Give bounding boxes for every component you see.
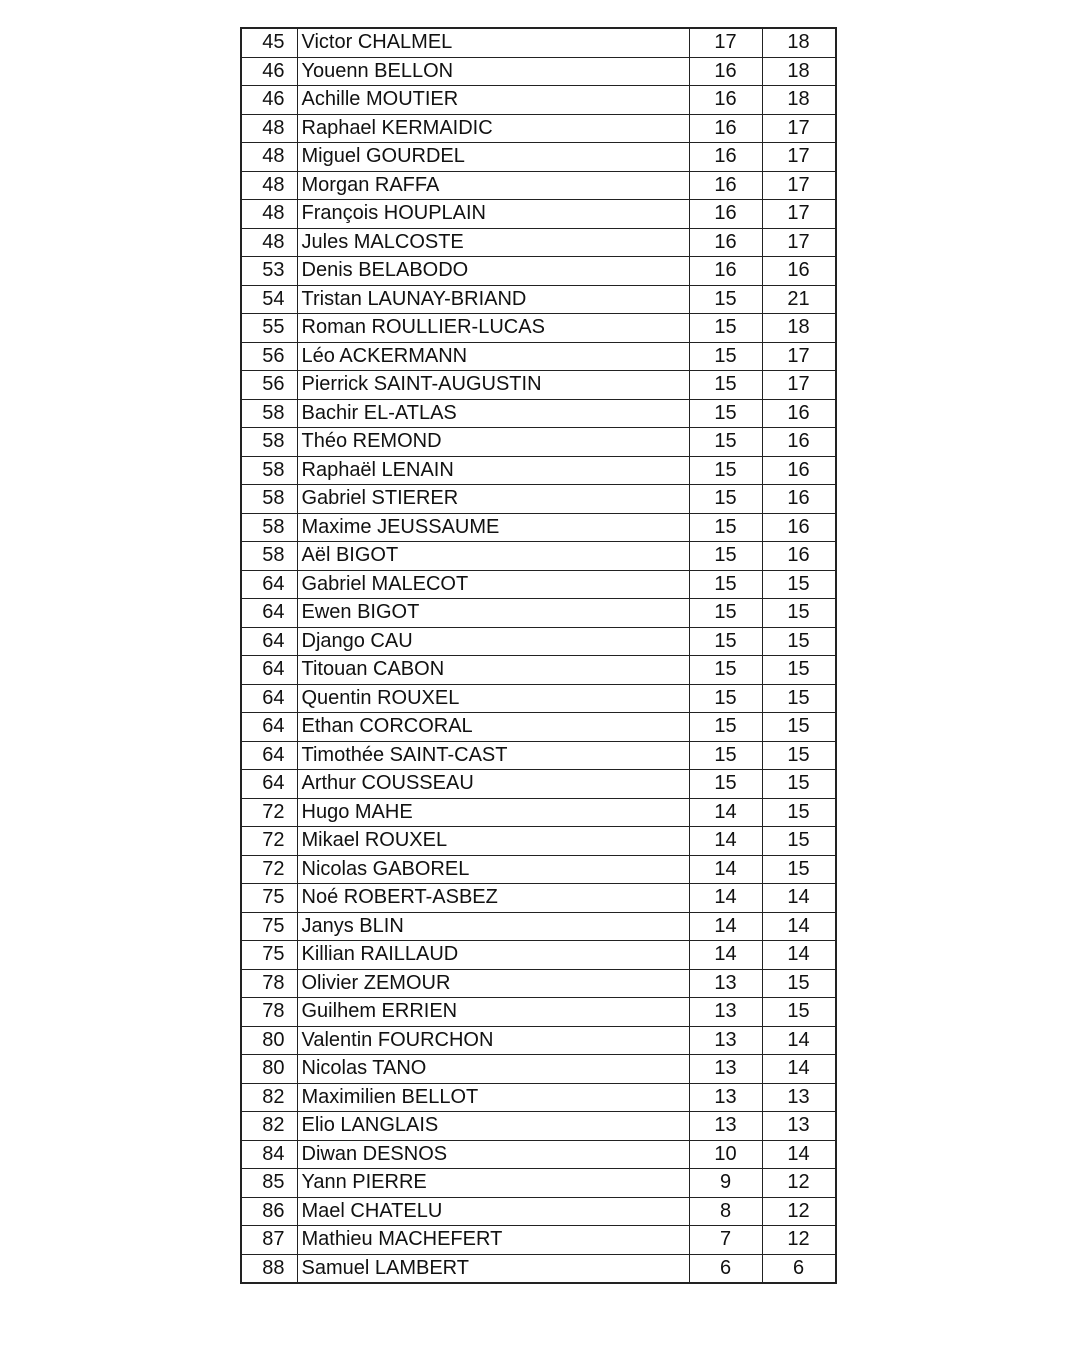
name-cell: Guilhem ERRIEN <box>297 998 689 1027</box>
name-cell: Bachir EL-ATLAS <box>297 399 689 428</box>
rank-cell: 46 <box>241 86 297 115</box>
score-2-cell: 14 <box>762 941 836 970</box>
rank-cell: 64 <box>241 684 297 713</box>
name-cell: Maximilien BELLOT <box>297 1083 689 1112</box>
table-row <box>241 1055 836 1084</box>
score-1-cell: 15 <box>689 314 762 343</box>
rank-cell: 75 <box>241 941 297 970</box>
table-row <box>241 599 836 628</box>
name-cell: Raphaël LENAIN <box>297 456 689 485</box>
rank-cell: 64 <box>241 713 297 742</box>
score-2-cell: 12 <box>762 1169 836 1198</box>
score-2-cell: 15 <box>762 998 836 1027</box>
rank-cell: 64 <box>241 770 297 799</box>
table-row <box>241 342 836 371</box>
table-row <box>241 1026 836 1055</box>
score-2-cell: 16 <box>762 257 836 286</box>
results-table-body <box>241 28 836 1283</box>
score-2-cell: 15 <box>762 684 836 713</box>
score-2-cell: 13 <box>762 1083 836 1112</box>
name-cell: Mathieu MACHEFERT <box>297 1226 689 1255</box>
name-cell: Janys BLIN <box>297 912 689 941</box>
score-1-cell: 15 <box>689 342 762 371</box>
score-2-cell: 17 <box>762 171 836 200</box>
rank-cell: 48 <box>241 228 297 257</box>
score-2-cell: 16 <box>762 542 836 571</box>
score-2-cell: 18 <box>762 86 836 115</box>
table-row <box>241 456 836 485</box>
score-1-cell: 15 <box>689 485 762 514</box>
rank-cell: 64 <box>241 599 297 628</box>
table-row <box>241 371 836 400</box>
rank-cell: 80 <box>241 1055 297 1084</box>
rank-cell: 85 <box>241 1169 297 1198</box>
table-row <box>241 314 836 343</box>
score-1-cell: 15 <box>689 456 762 485</box>
table-row <box>241 86 836 115</box>
rank-cell: 48 <box>241 171 297 200</box>
score-2-cell: 14 <box>762 1026 836 1055</box>
name-cell: Samuel LAMBERT <box>297 1254 689 1283</box>
rank-cell: 64 <box>241 627 297 656</box>
table-row <box>241 1083 836 1112</box>
score-1-cell: 15 <box>689 371 762 400</box>
name-cell: Nicolas TANO <box>297 1055 689 1084</box>
score-1-cell: 15 <box>689 399 762 428</box>
name-cell: Django CAU <box>297 627 689 656</box>
name-cell: Diwan DESNOS <box>297 1140 689 1169</box>
table-row <box>241 998 836 1027</box>
name-cell: Théo REMOND <box>297 428 689 457</box>
table-row <box>241 1254 836 1283</box>
name-cell: Yann PIERRE <box>297 1169 689 1198</box>
score-2-cell: 12 <box>762 1226 836 1255</box>
rank-cell: 45 <box>241 28 297 57</box>
name-cell: Elio LANGLAIS <box>297 1112 689 1141</box>
table-row <box>241 798 836 827</box>
rank-cell: 82 <box>241 1112 297 1141</box>
table-row <box>241 1140 836 1169</box>
score-2-cell: 14 <box>762 1055 836 1084</box>
rank-cell: 58 <box>241 542 297 571</box>
name-cell: Ethan CORCORAL <box>297 713 689 742</box>
table-row <box>241 884 836 913</box>
name-cell: Gabriel MALECOT <box>297 570 689 599</box>
score-1-cell: 15 <box>689 684 762 713</box>
score-1-cell: 6 <box>689 1254 762 1283</box>
score-1-cell: 13 <box>689 998 762 1027</box>
name-cell: Miguel GOURDEL <box>297 143 689 172</box>
score-1-cell: 15 <box>689 428 762 457</box>
name-cell: Gabriel STIERER <box>297 485 689 514</box>
table-row <box>241 570 836 599</box>
score-1-cell: 16 <box>689 114 762 143</box>
table-row <box>241 143 836 172</box>
name-cell: François HOUPLAIN <box>297 200 689 229</box>
name-cell: Roman ROULLIER-LUCAS <box>297 314 689 343</box>
name-cell: Léo ACKERMANN <box>297 342 689 371</box>
rank-cell: 64 <box>241 656 297 685</box>
score-2-cell: 16 <box>762 428 836 457</box>
name-cell: Achille MOUTIER <box>297 86 689 115</box>
score-2-cell: 15 <box>762 713 836 742</box>
score-1-cell: 15 <box>689 627 762 656</box>
table-row <box>241 542 836 571</box>
name-cell: Pierrick SAINT-AUGUSTIN <box>297 371 689 400</box>
score-2-cell: 14 <box>762 884 836 913</box>
table-row <box>241 912 836 941</box>
table-row <box>241 1169 836 1198</box>
score-2-cell: 15 <box>762 627 836 656</box>
score-2-cell: 17 <box>762 114 836 143</box>
score-1-cell: 14 <box>689 827 762 856</box>
table-row <box>241 171 836 200</box>
table-row <box>241 969 836 998</box>
score-2-cell: 6 <box>762 1254 836 1283</box>
score-1-cell: 17 <box>689 28 762 57</box>
score-1-cell: 16 <box>689 57 762 86</box>
score-2-cell: 16 <box>762 513 836 542</box>
score-1-cell: 15 <box>689 770 762 799</box>
table-row <box>241 656 836 685</box>
name-cell: Youenn BELLON <box>297 57 689 86</box>
score-1-cell: 7 <box>689 1226 762 1255</box>
score-1-cell: 13 <box>689 1055 762 1084</box>
score-1-cell: 13 <box>689 1112 762 1141</box>
table-row <box>241 114 836 143</box>
rank-cell: 88 <box>241 1254 297 1283</box>
name-cell: Maxime JEUSSAUME <box>297 513 689 542</box>
table-row <box>241 513 836 542</box>
rank-cell: 58 <box>241 428 297 457</box>
name-cell: Ewen BIGOT <box>297 599 689 628</box>
rank-cell: 78 <box>241 998 297 1027</box>
table-row <box>241 713 836 742</box>
rank-cell: 48 <box>241 200 297 229</box>
score-2-cell: 12 <box>762 1197 836 1226</box>
rank-cell: 72 <box>241 827 297 856</box>
name-cell: Olivier ZEMOUR <box>297 969 689 998</box>
score-2-cell: 14 <box>762 1140 836 1169</box>
table-row <box>241 627 836 656</box>
score-2-cell: 15 <box>762 827 836 856</box>
table-row <box>241 1226 836 1255</box>
rank-cell: 56 <box>241 371 297 400</box>
score-2-cell: 16 <box>762 399 836 428</box>
name-cell: Timothée SAINT-CAST <box>297 741 689 770</box>
name-cell: Quentin ROUXEL <box>297 684 689 713</box>
score-2-cell: 15 <box>762 599 836 628</box>
score-1-cell: 15 <box>689 713 762 742</box>
score-1-cell: 16 <box>689 171 762 200</box>
score-1-cell: 16 <box>689 200 762 229</box>
table-row <box>241 684 836 713</box>
name-cell: Hugo MAHE <box>297 798 689 827</box>
score-2-cell: 15 <box>762 969 836 998</box>
rank-cell: 75 <box>241 912 297 941</box>
name-cell: Arthur COUSSEAU <box>297 770 689 799</box>
score-1-cell: 14 <box>689 912 762 941</box>
table-row <box>241 57 836 86</box>
results-table-container <box>240 27 834 1284</box>
name-cell: Victor CHALMEL <box>297 28 689 57</box>
name-cell: Morgan RAFFA <box>297 171 689 200</box>
score-1-cell: 16 <box>689 257 762 286</box>
table-row <box>241 257 836 286</box>
rank-cell: 53 <box>241 257 297 286</box>
score-1-cell: 15 <box>689 542 762 571</box>
rank-cell: 58 <box>241 485 297 514</box>
name-cell: Mikael ROUXEL <box>297 827 689 856</box>
score-1-cell: 13 <box>689 1026 762 1055</box>
score-2-cell: 18 <box>762 314 836 343</box>
score-1-cell: 14 <box>689 798 762 827</box>
score-1-cell: 16 <box>689 143 762 172</box>
table-row <box>241 770 836 799</box>
score-2-cell: 17 <box>762 228 836 257</box>
score-2-cell: 15 <box>762 656 836 685</box>
table-row <box>241 1112 836 1141</box>
rank-cell: 82 <box>241 1083 297 1112</box>
name-cell: Jules MALCOSTE <box>297 228 689 257</box>
score-2-cell: 18 <box>762 57 836 86</box>
score-1-cell: 8 <box>689 1197 762 1226</box>
score-2-cell: 15 <box>762 855 836 884</box>
rank-cell: 48 <box>241 114 297 143</box>
table-row <box>241 228 836 257</box>
rank-cell: 54 <box>241 285 297 314</box>
name-cell: Nicolas GABOREL <box>297 855 689 884</box>
score-1-cell: 15 <box>689 570 762 599</box>
rank-cell: 64 <box>241 741 297 770</box>
rank-cell: 72 <box>241 855 297 884</box>
rank-cell: 58 <box>241 399 297 428</box>
name-cell: Aël BIGOT <box>297 542 689 571</box>
score-2-cell: 17 <box>762 371 836 400</box>
table-row <box>241 1197 836 1226</box>
score-2-cell: 15 <box>762 770 836 799</box>
rank-cell: 75 <box>241 884 297 913</box>
rank-cell: 46 <box>241 57 297 86</box>
table-row <box>241 941 836 970</box>
table-row <box>241 399 836 428</box>
table-row <box>241 855 836 884</box>
score-2-cell: 13 <box>762 1112 836 1141</box>
rank-cell: 56 <box>241 342 297 371</box>
name-cell: Noé ROBERT-ASBEZ <box>297 884 689 913</box>
rank-cell: 84 <box>241 1140 297 1169</box>
name-cell: Tristan LAUNAY-BRIAND <box>297 285 689 314</box>
rank-cell: 87 <box>241 1226 297 1255</box>
score-2-cell: 21 <box>762 285 836 314</box>
score-1-cell: 16 <box>689 86 762 115</box>
name-cell: Mael CHATELU <box>297 1197 689 1226</box>
score-2-cell: 15 <box>762 798 836 827</box>
name-cell: Denis BELABODO <box>297 257 689 286</box>
table-row <box>241 200 836 229</box>
table-row <box>241 485 836 514</box>
rank-cell: 48 <box>241 143 297 172</box>
table-row <box>241 741 836 770</box>
score-2-cell: 15 <box>762 741 836 770</box>
rank-cell: 80 <box>241 1026 297 1055</box>
rank-cell: 58 <box>241 513 297 542</box>
rank-cell: 55 <box>241 314 297 343</box>
table-row <box>241 827 836 856</box>
score-2-cell: 14 <box>762 912 836 941</box>
score-1-cell: 13 <box>689 969 762 998</box>
name-cell: Valentin FOURCHON <box>297 1026 689 1055</box>
score-2-cell: 15 <box>762 570 836 599</box>
score-1-cell: 15 <box>689 513 762 542</box>
table-row <box>241 285 836 314</box>
rank-cell: 64 <box>241 570 297 599</box>
score-1-cell: 15 <box>689 656 762 685</box>
score-1-cell: 15 <box>689 599 762 628</box>
score-2-cell: 17 <box>762 143 836 172</box>
rank-cell: 78 <box>241 969 297 998</box>
score-1-cell: 13 <box>689 1083 762 1112</box>
score-1-cell: 14 <box>689 884 762 913</box>
score-2-cell: 17 <box>762 342 836 371</box>
results-table <box>240 27 837 1284</box>
score-1-cell: 15 <box>689 741 762 770</box>
score-2-cell: 16 <box>762 456 836 485</box>
score-2-cell: 18 <box>762 28 836 57</box>
score-1-cell: 14 <box>689 941 762 970</box>
score-1-cell: 15 <box>689 285 762 314</box>
name-cell: Titouan CABON <box>297 656 689 685</box>
rank-cell: 72 <box>241 798 297 827</box>
name-cell: Killian RAILLAUD <box>297 941 689 970</box>
rank-cell: 86 <box>241 1197 297 1226</box>
score-1-cell: 10 <box>689 1140 762 1169</box>
score-2-cell: 17 <box>762 200 836 229</box>
table-row <box>241 428 836 457</box>
score-2-cell: 16 <box>762 485 836 514</box>
score-1-cell: 16 <box>689 228 762 257</box>
name-cell: Raphael KERMAIDIC <box>297 114 689 143</box>
score-1-cell: 9 <box>689 1169 762 1198</box>
rank-cell: 58 <box>241 456 297 485</box>
table-row <box>241 28 836 57</box>
score-1-cell: 14 <box>689 855 762 884</box>
